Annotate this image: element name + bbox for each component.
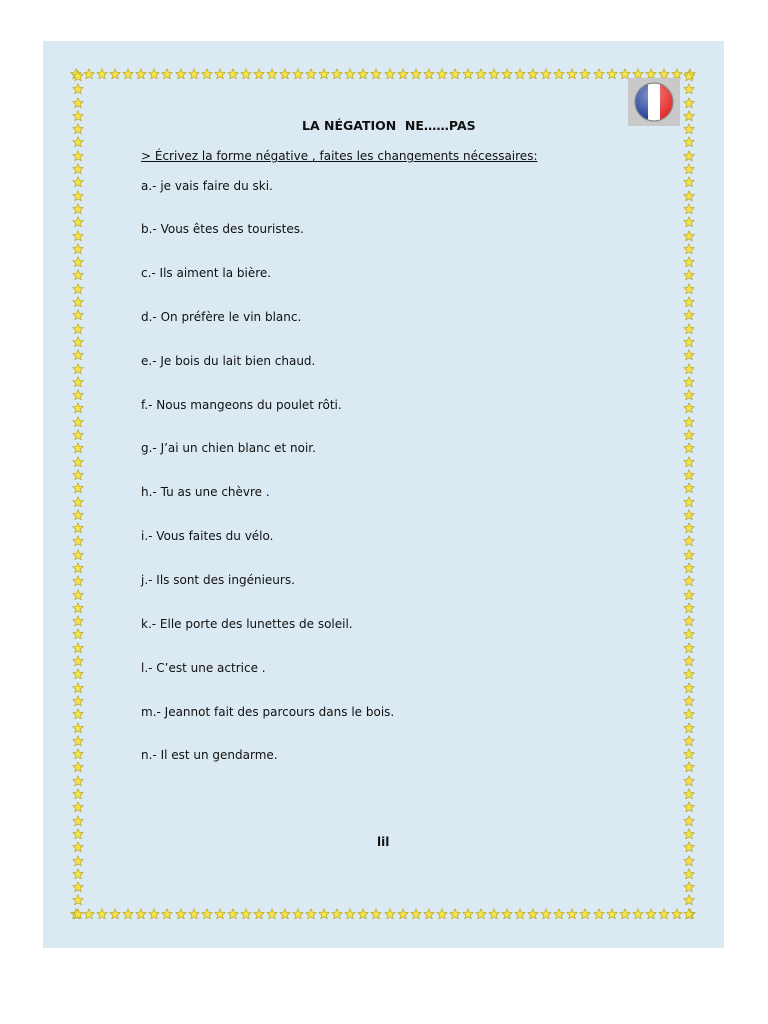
star-icon <box>72 828 84 840</box>
exercise-item-d: d.- On préfère le vin blanc. <box>141 310 302 324</box>
star-icon <box>72 722 84 734</box>
star-icon <box>72 97 84 109</box>
worksheet-title: LA NÉGATION NE……PAS <box>302 118 476 133</box>
star-icon <box>683 176 695 188</box>
star-icon <box>72 801 84 813</box>
star-icon <box>72 509 84 521</box>
star-icon <box>683 283 695 295</box>
star-icon <box>683 549 695 561</box>
star-icon <box>72 456 84 468</box>
star-icon <box>397 68 409 80</box>
star-icon <box>72 416 84 428</box>
star-icon <box>201 908 213 920</box>
star-icon <box>683 868 695 880</box>
french-flag-icon <box>628 78 680 126</box>
star-icon <box>683 376 695 388</box>
star-icon <box>553 68 565 80</box>
star-icon <box>72 668 84 680</box>
exercise-item-b: b.- Vous êtes des touristes. <box>141 222 304 236</box>
star-icon <box>540 908 552 920</box>
star-icon <box>72 695 84 707</box>
star-icon <box>683 190 695 202</box>
star-icon <box>683 429 695 441</box>
star-icon <box>279 68 291 80</box>
star-icon <box>683 775 695 787</box>
star-icon <box>683 615 695 627</box>
star-icon <box>683 136 695 148</box>
star-icon <box>579 908 591 920</box>
star-icon <box>683 815 695 827</box>
star-icon <box>72 389 84 401</box>
star-icon <box>683 655 695 667</box>
star-icon <box>214 908 226 920</box>
star-icon <box>683 841 695 853</box>
star-icon <box>683 110 695 122</box>
exercise-item-j: j.- Ils sont des ingénieurs. <box>141 573 295 587</box>
star-icon <box>553 908 565 920</box>
star-icon <box>72 336 84 348</box>
exercise-item-n: n.- Il est un gendarme. <box>141 748 278 762</box>
star-icon <box>683 708 695 720</box>
exercise-item-i: i.- Vous faites du vélo. <box>141 529 274 543</box>
star-icon <box>72 243 84 255</box>
star-icon <box>410 908 422 920</box>
star-icon <box>72 908 84 920</box>
star-icon <box>384 68 396 80</box>
star-icon <box>122 908 134 920</box>
star-icon <box>683 363 695 375</box>
star-icon <box>683 602 695 614</box>
star-icon <box>566 68 578 80</box>
star-icon <box>449 68 461 80</box>
star-icon <box>72 469 84 481</box>
star-icon <box>683 123 695 135</box>
star-icon <box>606 68 618 80</box>
star-icon <box>683 735 695 747</box>
star-icon <box>240 68 252 80</box>
star-icon <box>683 456 695 468</box>
star-icon <box>72 83 84 95</box>
star-icon <box>96 68 108 80</box>
star-icon <box>683 908 695 920</box>
star-icon <box>683 722 695 734</box>
star-icon <box>462 908 474 920</box>
star-icon <box>72 841 84 853</box>
star-icon <box>72 881 84 893</box>
star-icon <box>240 908 252 920</box>
star-icon <box>72 110 84 122</box>
star-icon <box>683 894 695 906</box>
star-icon <box>462 68 474 80</box>
star-icon <box>72 642 84 654</box>
star-icon <box>72 150 84 162</box>
star-icon <box>683 230 695 242</box>
star-icon <box>683 216 695 228</box>
star-icon <box>488 68 500 80</box>
star-icon <box>72 230 84 242</box>
signature: lil <box>377 835 390 849</box>
star-icon <box>683 828 695 840</box>
star-icon <box>527 908 539 920</box>
star-icon <box>436 908 448 920</box>
star-icon <box>683 97 695 109</box>
star-icon <box>72 349 84 361</box>
star-icon <box>72 442 84 454</box>
star-icon <box>344 68 356 80</box>
star-icon <box>370 68 382 80</box>
star-icon <box>331 68 343 80</box>
star-icon <box>683 695 695 707</box>
star-icon <box>683 642 695 654</box>
star-icon <box>72 655 84 667</box>
star-icon <box>683 83 695 95</box>
star-icon <box>683 801 695 813</box>
star-icon <box>305 908 317 920</box>
star-icon <box>683 535 695 547</box>
star-icon <box>410 68 422 80</box>
star-icon <box>72 868 84 880</box>
star-icon <box>475 908 487 920</box>
star-icon <box>683 522 695 534</box>
star-icon <box>593 908 605 920</box>
star-icon <box>227 908 239 920</box>
star-icon <box>579 68 591 80</box>
star-icon <box>109 68 121 80</box>
star-icon <box>632 908 644 920</box>
star-icon <box>683 256 695 268</box>
star-icon <box>475 68 487 80</box>
star-icon <box>72 615 84 627</box>
star-icon <box>72 283 84 295</box>
star-icon <box>305 68 317 80</box>
star-icon <box>683 389 695 401</box>
star-border-left <box>70 70 86 920</box>
star-icon <box>683 442 695 454</box>
star-icon <box>188 908 200 920</box>
star-icon <box>72 522 84 534</box>
star-icon <box>318 908 330 920</box>
star-icon <box>683 748 695 760</box>
star-icon <box>683 881 695 893</box>
star-icon <box>683 855 695 867</box>
star-icon <box>72 123 84 135</box>
star-icon <box>683 589 695 601</box>
star-icon <box>72 775 84 787</box>
star-icon <box>161 908 173 920</box>
star-icon <box>72 894 84 906</box>
star-icon <box>514 908 526 920</box>
star-icon <box>344 908 356 920</box>
star-icon <box>683 150 695 162</box>
star-icon <box>683 416 695 428</box>
star-icon <box>72 815 84 827</box>
star-icon <box>72 429 84 441</box>
star-icon <box>683 788 695 800</box>
star-icon <box>449 908 461 920</box>
star-icon <box>357 908 369 920</box>
star-icon <box>188 68 200 80</box>
star-icon <box>72 203 84 215</box>
star-icon <box>72 788 84 800</box>
star-icon <box>148 908 160 920</box>
star-border-right <box>681 70 697 920</box>
star-icon <box>683 628 695 640</box>
star-icon <box>683 349 695 361</box>
star-icon <box>135 908 147 920</box>
star-icon <box>135 68 147 80</box>
star-icon <box>72 176 84 188</box>
star-icon <box>683 336 695 348</box>
star-icon <box>122 68 134 80</box>
star-icon <box>72 761 84 773</box>
star-icon <box>253 68 265 80</box>
star-icon <box>109 908 121 920</box>
star-icon <box>683 482 695 494</box>
star-icon <box>683 668 695 680</box>
star-icon <box>72 628 84 640</box>
star-icon <box>161 68 173 80</box>
exercise-item-g: g.- J’ai un chien blanc et noir. <box>141 441 316 455</box>
star-icon <box>72 562 84 574</box>
star-icon <box>72 216 84 228</box>
star-icon <box>72 855 84 867</box>
star-icon <box>540 68 552 80</box>
star-icon <box>72 296 84 308</box>
star-icon <box>72 363 84 375</box>
exercise-item-m: m.- Jeannot fait des parcours dans le bois. <box>141 705 395 719</box>
star-icon <box>683 761 695 773</box>
star-border-top <box>70 66 696 82</box>
star-icon <box>566 908 578 920</box>
star-icon <box>266 68 278 80</box>
exercise-item-a: a.- je vais faire du ski. <box>141 179 273 193</box>
star-icon <box>683 296 695 308</box>
star-icon <box>423 68 435 80</box>
star-icon <box>683 682 695 694</box>
star-icon <box>72 735 84 747</box>
exercise-item-e: e.- Je bois du lait bien chaud. <box>141 354 316 368</box>
star-icon <box>72 163 84 175</box>
star-icon <box>72 136 84 148</box>
exercise-item-c: c.- Ils aiment la bière. <box>141 266 272 280</box>
star-icon <box>683 70 695 82</box>
flag-badge-graphic <box>632 80 676 124</box>
star-border-bottom <box>70 906 696 922</box>
star-icon <box>397 908 409 920</box>
star-icon <box>227 68 239 80</box>
worksheet-instruction: > Écrivez la forme négative , faites les changements nécessaires: <box>141 149 538 163</box>
star-icon <box>72 402 84 414</box>
star-icon <box>606 908 618 920</box>
exercise-item-k: k.- Elle porte des lunettes de soleil. <box>141 617 353 631</box>
star-icon <box>201 68 213 80</box>
star-icon <box>72 549 84 561</box>
star-icon <box>357 68 369 80</box>
star-icon <box>292 908 304 920</box>
star-icon <box>501 908 513 920</box>
star-icon <box>331 908 343 920</box>
star-icon <box>175 908 187 920</box>
star-icon <box>72 190 84 202</box>
star-icon <box>593 68 605 80</box>
exercise-item-h: h.- Tu as une chèvre . <box>141 485 270 499</box>
star-icon <box>214 68 226 80</box>
star-icon <box>175 68 187 80</box>
star-icon <box>501 68 513 80</box>
star-icon <box>683 269 695 281</box>
star-icon <box>72 309 84 321</box>
star-icon <box>72 575 84 587</box>
exercise-item-l: l.- C’est une actrice . <box>141 661 266 675</box>
star-icon <box>683 163 695 175</box>
star-icon <box>645 908 657 920</box>
star-icon <box>279 908 291 920</box>
star-icon <box>72 496 84 508</box>
star-icon <box>72 748 84 760</box>
star-icon <box>658 908 670 920</box>
star-icon <box>253 908 265 920</box>
star-icon <box>72 256 84 268</box>
star-icon <box>488 908 500 920</box>
star-icon <box>370 908 382 920</box>
star-icon <box>527 68 539 80</box>
star-icon <box>72 323 84 335</box>
star-icon <box>72 535 84 547</box>
star-icon <box>683 575 695 587</box>
star-icon <box>436 68 448 80</box>
star-icon <box>72 682 84 694</box>
star-icon <box>72 70 84 82</box>
star-icon <box>96 908 108 920</box>
star-icon <box>683 402 695 414</box>
star-icon <box>266 908 278 920</box>
star-icon <box>514 68 526 80</box>
star-icon <box>683 323 695 335</box>
star-icon <box>683 243 695 255</box>
star-icon <box>683 496 695 508</box>
star-icon <box>683 509 695 521</box>
exercise-item-f: f.- Nous mangeons du poulet rôti. <box>141 398 342 412</box>
star-icon <box>72 708 84 720</box>
star-icon <box>72 602 84 614</box>
star-icon <box>683 469 695 481</box>
star-icon <box>423 908 435 920</box>
star-icon <box>619 908 631 920</box>
star-icon <box>72 269 84 281</box>
star-icon <box>318 68 330 80</box>
star-icon <box>72 589 84 601</box>
star-icon <box>72 376 84 388</box>
star-icon <box>683 309 695 321</box>
star-icon <box>72 482 84 494</box>
star-icon <box>683 203 695 215</box>
star-icon <box>384 908 396 920</box>
star-icon <box>292 68 304 80</box>
star-icon <box>148 68 160 80</box>
star-icon <box>683 562 695 574</box>
